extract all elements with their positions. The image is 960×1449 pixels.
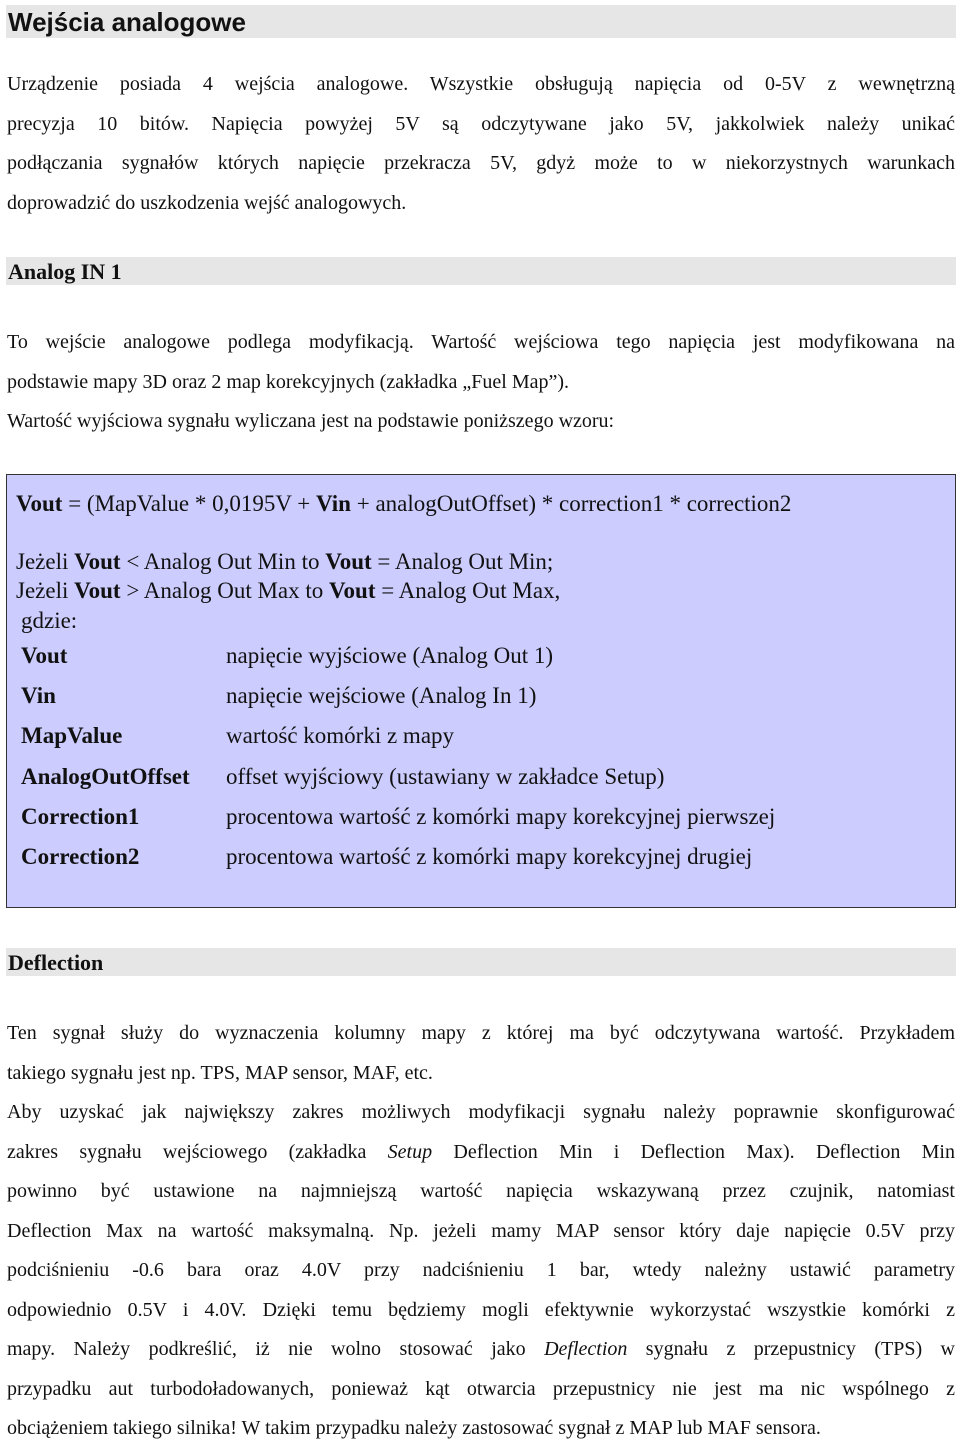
var-vout: Vout bbox=[16, 491, 63, 516]
section-title-analog-in-1: Analog IN 1 bbox=[6, 257, 956, 285]
var-vin: Vin bbox=[316, 491, 351, 516]
text-line: precyzja 10 bitów. Napięcia powyżej 5V są odczytywane jako 5V, jakkolwiek należy unikać bbox=[7, 112, 955, 135]
text-line: przypadku aut turbodoładowanych, ponieważ kąt otwarcia przepustnicy nie jest ma nic wspólnego z bbox=[7, 1377, 955, 1400]
cond-text: Jeżeli bbox=[16, 549, 75, 574]
text-line: podciśnieniu -0.6 bara oraz 4.0V przy nadciśnieniu 1 bar, wtedy należny ustawić parametry bbox=[7, 1259, 955, 1281]
text-line: Wartość wyjściowa sygnału wyliczana jest na podstawie poniższego wzoru: bbox=[7, 410, 615, 432]
definition-value: napięcie wyjściowe (Analog Out 1) bbox=[226, 643, 554, 668]
cond-text: = Analog Out Min; bbox=[371, 549, 554, 574]
cond-text: > Analog Out Max to bbox=[120, 578, 330, 603]
cond-text: < Analog Out Min to bbox=[120, 549, 326, 574]
italic-term-deflection: Deflection bbox=[544, 1338, 628, 1360]
definition-key: Correction1 bbox=[21, 804, 140, 829]
var-vout: Vout bbox=[325, 549, 372, 574]
where-label: gdzie: bbox=[21, 608, 78, 633]
text-line: Urządzenie posiada 4 wejścia analogowe. Wszystkie obsługują napięcia od 0-5V z wewnętrzną bbox=[7, 73, 955, 95]
definition-value: procentowa wartość z komórki mapy korekcyjnej pierwszej bbox=[226, 804, 776, 829]
text-line: odpowiednio 0.5V i 4.0V. Dzięki temu będziemy mogli efektywnie wykorzystać wszystkie komórki z bbox=[7, 1298, 955, 1321]
text-line: Aby uzyskać jak największy zakres możliwych modyfikacji sygnału należy poprawnie skonfigurować bbox=[7, 1101, 955, 1123]
text-line: takiego sygnału jest np. TPS, MAP sensor, MAF, etc. bbox=[7, 1061, 433, 1084]
text-segment: sygnału z przepustnicy (TPS) w bbox=[627, 1338, 956, 1360]
text-line: doprowadzić do uszkodzenia wejść analogowych. bbox=[7, 191, 407, 214]
analog-in-paragraph bbox=[7, 323, 955, 442]
text-line: Ten sygnał służy do wyznaczenia kolumny mapy z której ma być odczytywana wartość. Przykładem bbox=[7, 1022, 955, 1044]
formula-part: = (MapValue * 0,0195V + bbox=[62, 491, 317, 516]
intro-paragraph bbox=[7, 65, 955, 223]
definition-key: MapValue bbox=[21, 723, 123, 748]
definition-value: wartość komórki z mapy bbox=[226, 723, 455, 748]
text-line: To wejście analogowe podlega modyfikacją. Wartość wejściowa tego napięcia jest modyfikowana na bbox=[7, 331, 955, 353]
definition-key: Vout bbox=[21, 643, 68, 668]
definition-key: Vin bbox=[21, 683, 56, 708]
var-vout: Vout bbox=[329, 578, 376, 603]
cond-text: Jeżeli bbox=[16, 578, 75, 603]
text-line: powinno być ustawione na najmniejszą wartość napięcia wskazywaną przez czujnik, natomiast bbox=[7, 1180, 955, 1202]
formula-box bbox=[6, 474, 956, 908]
section-title-deflection: Deflection bbox=[6, 948, 956, 976]
text-line: podłączania sygnałów których napięcie przekracza 5V, gdyż może to w niekorzystnych warunkach bbox=[7, 152, 955, 174]
condition-min bbox=[16, 549, 553, 575]
text-segment: zakres sygnału wejściowego (zakładka bbox=[7, 1140, 388, 1163]
text-line bbox=[7, 1330, 955, 1370]
definition-value: offset wyjściowy (ustawiany w zakładce Setup) bbox=[226, 764, 665, 789]
text-line: obciążeniem takiego silnika! W takim przypadku należy zastosować sygnał z MAP lub MAF sensora. bbox=[7, 1417, 821, 1439]
text-line bbox=[7, 1133, 955, 1173]
text-line: podstawie mapy 3D oraz 2 map korekcyjnych (zakładka „Fuel Map”). bbox=[7, 370, 570, 393]
italic-term-setup: Setup bbox=[387, 1140, 433, 1163]
deflection-paragraph-1 bbox=[7, 1014, 955, 1093]
definition-key: Correction2 bbox=[21, 844, 140, 869]
condition-max bbox=[16, 578, 560, 604]
var-vout: Vout bbox=[74, 578, 121, 603]
text-segment: Deflection Min i Deflection Max). Deflection Min bbox=[432, 1140, 955, 1163]
definition-key: AnalogOutOffset bbox=[21, 764, 190, 789]
var-vout: Vout bbox=[74, 549, 121, 574]
deflection-paragraph-2 bbox=[7, 1093, 955, 1449]
text-segment: mapy. Należy podkreślić, iż nie wolno stosować jako bbox=[7, 1338, 545, 1360]
formula-part: + analogOutOffset) * correction1 * correction2 bbox=[350, 491, 792, 516]
section-title-analog-inputs: Wejścia analogowe bbox=[6, 5, 956, 38]
definition-value: procentowa wartość z komórki mapy korekcyjnej drugiej bbox=[226, 844, 753, 869]
definition-value: napięcie wejściowe (Analog In 1) bbox=[226, 683, 537, 708]
cond-text: = Analog Out Max, bbox=[375, 578, 561, 603]
formula-main bbox=[16, 491, 791, 517]
text-line: Deflection Max na wartość maksymalną. Np. jeżeli mamy MAP sensor który daje napięcie 0.5V przy bbox=[7, 1219, 955, 1242]
